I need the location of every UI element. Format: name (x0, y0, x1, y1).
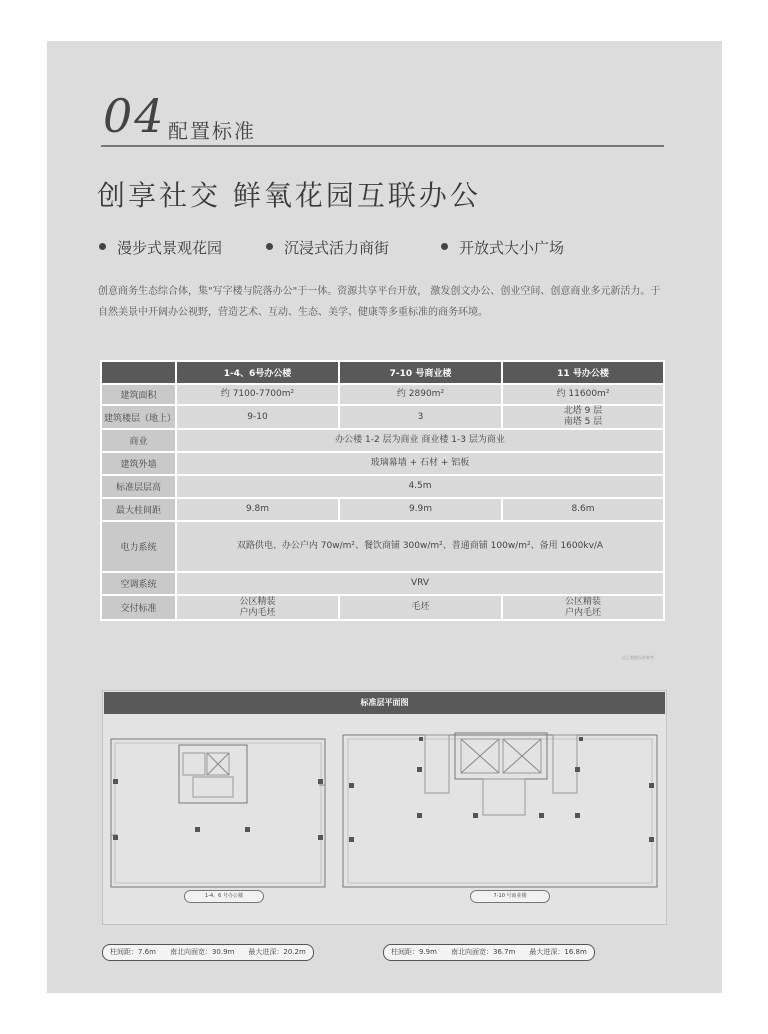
office-floor-plan (111, 739, 325, 887)
feature-bullet-text: 漫步式景观花园 (117, 239, 223, 257)
bullet-dot-icon (99, 243, 106, 250)
table-cell: 约 7100-7700m² (176, 384, 339, 405)
table-cell: 公区精装 户内毛坯 (176, 595, 339, 620)
table-cell: 9-10 (176, 405, 339, 429)
row-label: 建筑外墙 (101, 452, 176, 475)
table-cell: 毛坯 (339, 595, 502, 620)
row-label: 空调系统 (101, 572, 176, 595)
table-header-corner (101, 361, 176, 384)
row-label: 电力系统 (101, 521, 176, 572)
table-row (101, 405, 664, 429)
table-cell: 3 (339, 405, 502, 429)
table-row (101, 498, 664, 521)
plan-dimensions-office (102, 944, 314, 961)
table-row (101, 429, 664, 452)
dimension-value: 最大进深：16.8m (529, 948, 587, 956)
column-header: 1-4、6号办公楼 (176, 361, 339, 384)
table-cell: 玻璃幕墙 + 石材 + 铝板 (176, 452, 664, 475)
table-row (101, 452, 664, 475)
table-cell: 9.9m (339, 498, 502, 521)
feature-bullet-text: 开放式大小广场 (459, 239, 565, 257)
feature-bullet (441, 237, 564, 258)
page-headline: 创享社交 鲜氧花园互联办公 (97, 179, 481, 212)
dimension-value: 柱间距：7.6m (110, 948, 156, 956)
floor-plan-title: 标准层平面图 (104, 692, 665, 714)
table-row (101, 384, 664, 405)
section-title: 配置标准 (168, 119, 256, 143)
dimension-value: 南北向面宽：36.7m (450, 948, 516, 956)
table-header-row (101, 361, 664, 384)
row-label: 交付标准 (101, 595, 176, 620)
spec-table (100, 360, 665, 621)
row-label: 建筑面积 (101, 384, 176, 405)
feature-bullet (266, 237, 389, 258)
dimension-value: 南北向面宽：30.9m (169, 948, 235, 956)
plan-dimensions-commercial (383, 944, 595, 961)
row-label: 商业 (101, 429, 176, 452)
table-cell: 公区精装 户内毛坯 (502, 595, 664, 620)
dimension-value: 柱间距：9.9m (391, 948, 437, 956)
table-cell: 双路供电、办公户内 70w/m²、餐饮商铺 300w/m²、普通商铺 100w/m²、备用 1600kv/A (176, 521, 664, 572)
intro-paragraph: 创意商务生态综合体，集"写字楼与院落办公"于一体。资源共享平台开放， 激发创文办公、创业空间、创意商业多元新活力。于自然美景中开阔办公视野，营造艺术、互动、生态、美学、健康等多重标准的商务环境。 (98, 286, 661, 318)
table-cell: 北塔 9 层 南塔 5 层 (502, 405, 664, 429)
section-divider (101, 145, 664, 147)
floor-plan-panel (102, 690, 667, 925)
section-number: 04 (103, 89, 166, 143)
table-row (101, 475, 664, 498)
table-cell: VRV (176, 572, 664, 595)
table-row (101, 572, 664, 595)
table-footnote: 以上数据仅供参考 (622, 655, 654, 660)
table-row (101, 595, 664, 620)
row-label: 标准层层高 (101, 475, 176, 498)
dimension-value: 最大进深：20.2m (248, 948, 306, 956)
table-cell: 约 2890m² (339, 384, 502, 405)
plan-caption-commercial: 7-10 号商业楼 (470, 890, 550, 903)
row-label: 最大柱间距 (101, 498, 176, 521)
row-label: 建筑楼层（地上） (101, 405, 176, 429)
bullet-dot-icon (266, 243, 273, 250)
feature-bullet-text: 沉浸式活力商街 (284, 239, 390, 257)
table-cell: 4.5m (176, 475, 664, 498)
plan-caption-office: 1-4、6 号办公楼 (184, 890, 264, 903)
table-row (101, 521, 664, 572)
table-cell: 8.6m (502, 498, 664, 521)
column-header: 11 号办公楼 (502, 361, 664, 384)
table-cell: 办公楼 1-2 层为商业 商业楼 1-3 层为商业 (176, 429, 664, 452)
table-cell: 9.8m (176, 498, 339, 521)
table-cell: 约 11600m² (502, 384, 664, 405)
feature-bullet (99, 237, 222, 258)
column-header: 7-10 号商业楼 (339, 361, 502, 384)
commercial-floor-plan (343, 733, 657, 887)
document-page (47, 41, 722, 993)
bullet-dot-icon (441, 243, 448, 250)
